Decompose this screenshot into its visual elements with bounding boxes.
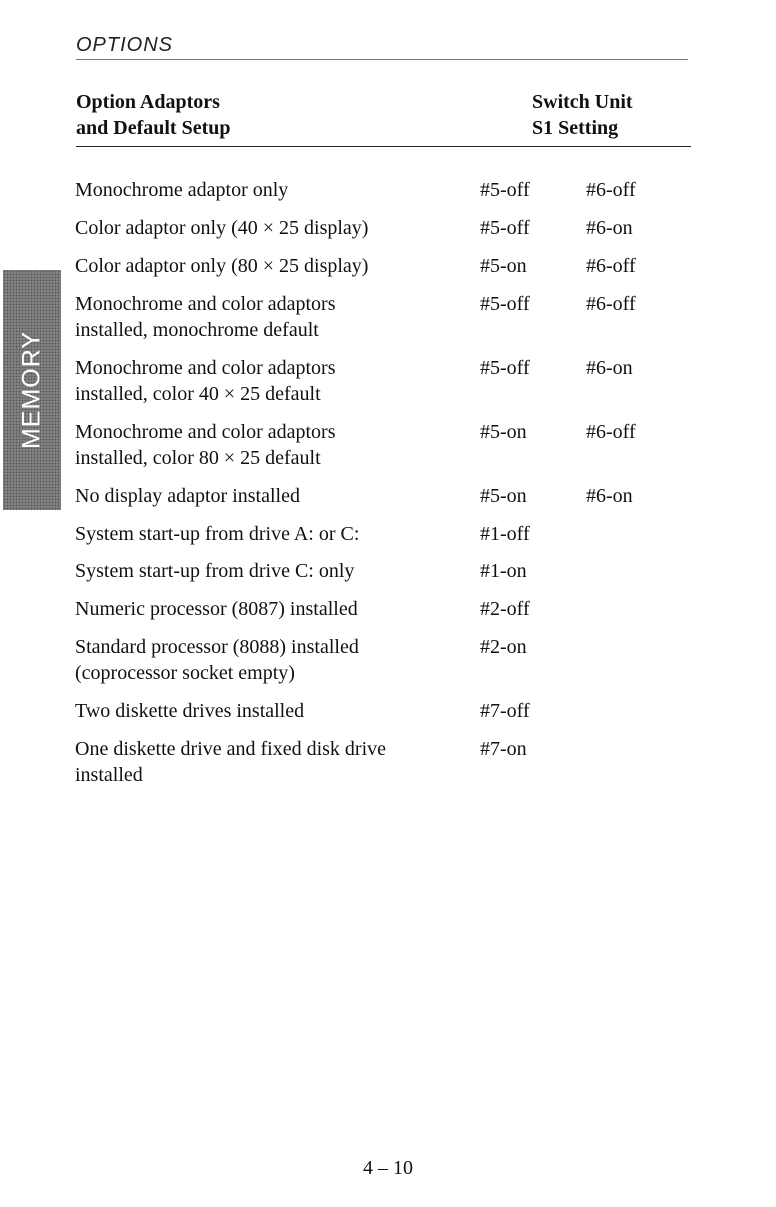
- row-description: Two diskette drives installed: [75, 700, 305, 722]
- switch-setting-a: #2-on: [480, 636, 527, 658]
- row-description-line1: Standard processor (8088) installed: [75, 636, 359, 658]
- column-header-options-line2: and Default Setup: [76, 117, 231, 139]
- switch-setting-a: #5-on: [480, 485, 527, 507]
- section-title: OPTIONS: [76, 34, 174, 56]
- switch-setting-a: #5-off: [480, 179, 530, 201]
- switch-setting-a: #1-off: [480, 523, 530, 545]
- row-description-line2: installed: [75, 764, 143, 786]
- page-number: 4 – 10: [363, 1157, 413, 1179]
- row-description-line1: One diskette drive and fixed disk drive: [75, 738, 387, 760]
- column-header-switch-line1: Switch Unit: [532, 91, 633, 113]
- row-description: System start-up from drive A: or C:: [75, 523, 360, 545]
- side-tab-label: MEMORY: [17, 330, 46, 450]
- switch-setting-a: #5-off: [480, 357, 530, 379]
- column-header-options: [76, 89, 230, 141]
- row-description-line2: (coprocessor socket empty): [75, 662, 295, 684]
- switch-setting-a: #7-on: [480, 738, 527, 760]
- row-description: [75, 355, 465, 407]
- switch-setting-b: #6-off: [586, 255, 636, 277]
- switch-setting-a: #5-off: [480, 293, 530, 315]
- column-header-switch: [532, 89, 633, 141]
- row-description: [75, 419, 465, 471]
- switch-setting-a: #5-on: [480, 255, 527, 277]
- switch-setting-b: #6-off: [586, 421, 636, 443]
- row-description: Numeric processor (8087) installed: [75, 598, 358, 620]
- switch-setting-a: #7-off: [480, 700, 530, 722]
- switch-setting-b: #6-on: [586, 217, 633, 239]
- header-divider: [76, 146, 691, 147]
- row-description: Color adaptor only (80 × 25 display): [75, 255, 369, 277]
- switch-setting-a: #1-on: [480, 560, 527, 582]
- switch-setting-b: #6-off: [586, 179, 636, 201]
- row-description-line2: installed, monochrome default: [75, 319, 319, 341]
- row-description-line2: installed, color 80 × 25 default: [75, 447, 321, 469]
- row-description: Color adaptor only (40 × 25 display): [75, 217, 369, 239]
- row-description-line1: Monochrome and color adaptors: [75, 421, 336, 443]
- switch-setting-a: #5-on: [480, 421, 527, 443]
- row-description: No display adaptor installed: [75, 485, 300, 507]
- column-header-options-line1: Option Adaptors: [76, 91, 220, 113]
- switch-setting-b: #6-off: [586, 293, 636, 315]
- switch-setting-b: #6-on: [586, 485, 633, 507]
- row-description: Monochrome adaptor only: [75, 179, 289, 201]
- row-description: [75, 291, 465, 343]
- row-description: System start-up from drive C: only: [75, 560, 355, 582]
- switch-setting-a: #5-off: [480, 217, 530, 239]
- top-divider: [76, 59, 688, 60]
- column-header-switch-line2: S1 Setting: [532, 117, 619, 139]
- row-description: [75, 634, 465, 686]
- row-description-line1: Monochrome and color adaptors: [75, 293, 336, 315]
- row-description-line1: Monochrome and color adaptors: [75, 357, 336, 379]
- row-description: [75, 736, 465, 788]
- switch-setting-b: #6-on: [586, 357, 633, 379]
- row-description-line2: installed, color 40 × 25 default: [75, 383, 321, 405]
- switch-setting-a: #2-off: [480, 598, 530, 620]
